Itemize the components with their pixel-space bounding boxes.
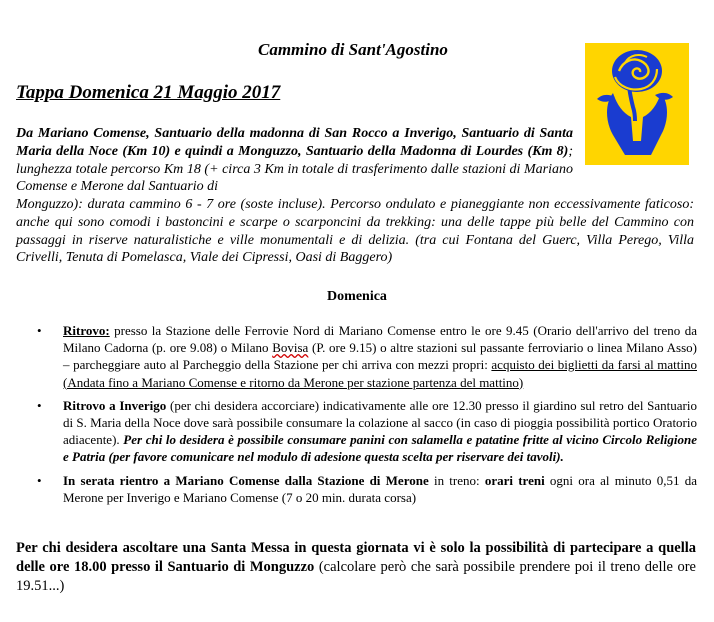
rose-logo-icon <box>585 43 689 165</box>
intro-paragraph <box>16 125 573 196</box>
train-times-label: orari treni <box>484 472 545 488</box>
item-label: Ritrovo: <box>63 323 110 338</box>
list-item <box>36 472 697 506</box>
bullet-icon: • <box>37 323 42 338</box>
mass-note-bold: Per chi desidera ascoltare una Santa Messa in questa giornata vi è solo la possibilità di partecipare a quella delle ore 18.00 presso il Santuario di Monguzzo <box>16 540 696 575</box>
spellcheck-word: Bovisa <box>272 340 309 356</box>
ticket-note: acquisto dei biglietti da farsi al mattino (Andata fino a Mariano Comense e ritorno da Merone per stazione partenza del mattino) <box>63 357 697 390</box>
list-item <box>36 322 697 391</box>
item-text: (per chi desidera accorciare) indicativamente alle ore 12.30 presso il giardino sul retro del Santuario di S. Maria della Noce dove sarà possibile consumare la colazione al sacco (in caso di pioggia possibilità portico Oratorio adiacente). <box>63 397 697 448</box>
bullet-icon: • <box>37 472 42 488</box>
lunch-note: Per chi lo desidera è possibile consumare panini con salamella e patatine fritte al vicino Circolo Religione e Patria (per favore comunicare nel modulo di adesione questa scelta per riservare dei tavoli). <box>63 432 698 465</box>
page-title: Cammino di Sant'Agostino <box>258 40 448 59</box>
intro-text-a: ; lunghezza totale percorso Km 18 (+ circa 3 Km in totale di trasferimento dalle stazioni di Mariano Comense e Merone dal Santuario di <box>16 143 573 195</box>
item-text: presso la Stazione delle Ferrovie Nord di Mariano Comense entro le ore 9.45 (Orario dell'arrivo del treno da Milano Cadorna (p. ore 9.08) o Milano <box>63 323 697 356</box>
mass-note <box>16 539 696 596</box>
bullet-icon: • <box>37 397 42 413</box>
stage-heading: Tappa Domenica 21 Maggio 2017 <box>16 82 281 103</box>
item-text: (P. ore 9.15) o altre stazioni sul passante ferroviario o linea Milano Asso) – parcheggiare auto al Parcheggio della Stazione per chi arriva con mezzi propri: <box>63 340 697 373</box>
route-description: Da Mariano Comense, Santuario della madonna di San Rocco a Inverigo, Santuario di Santa Maria della Noce (Km 10) e quindi a Monguzzo, Santuario della Madonna di Lourdes (Km 8) <box>16 126 573 159</box>
item-label: In serata rientro a Mariano Comense dalla Stazione di Merone <box>63 472 429 488</box>
schedule-list <box>36 322 697 512</box>
item-text: ogni ora al minuto 0,51 da Merone per Inverigo e Mariano Comense (7 o 20 min. durata corsa) <box>63 472 697 505</box>
intro-paragraph-continued: Monguzzo): durata cammino 6 - 7 ore (soste incluse). Percorso ondulato e pianeggiante non eccessivamente faticoso: anche qui sono comodi i bastoncini e scarpe o scarponcini da trekking: una delle tappe più belle del Cammino con passaggi in riserve naturalistiche e ville monumentali e di delizia. (tra cui Fontana del Guerc, Villa Perego, Villa Crivelli, Tenuta di Pomelasca, Viale dei Cipressi, Oasi di Baggero) <box>16 197 694 266</box>
list-item <box>36 397 697 466</box>
section-heading: Domenica <box>327 289 387 304</box>
item-label: Ritrovo a Inverigo <box>63 397 167 413</box>
item-text: in treno: <box>428 472 485 488</box>
mass-note-text: (calcolare però che sarà possibile prendere poi il treno delle ore 19.51...) <box>16 559 696 594</box>
